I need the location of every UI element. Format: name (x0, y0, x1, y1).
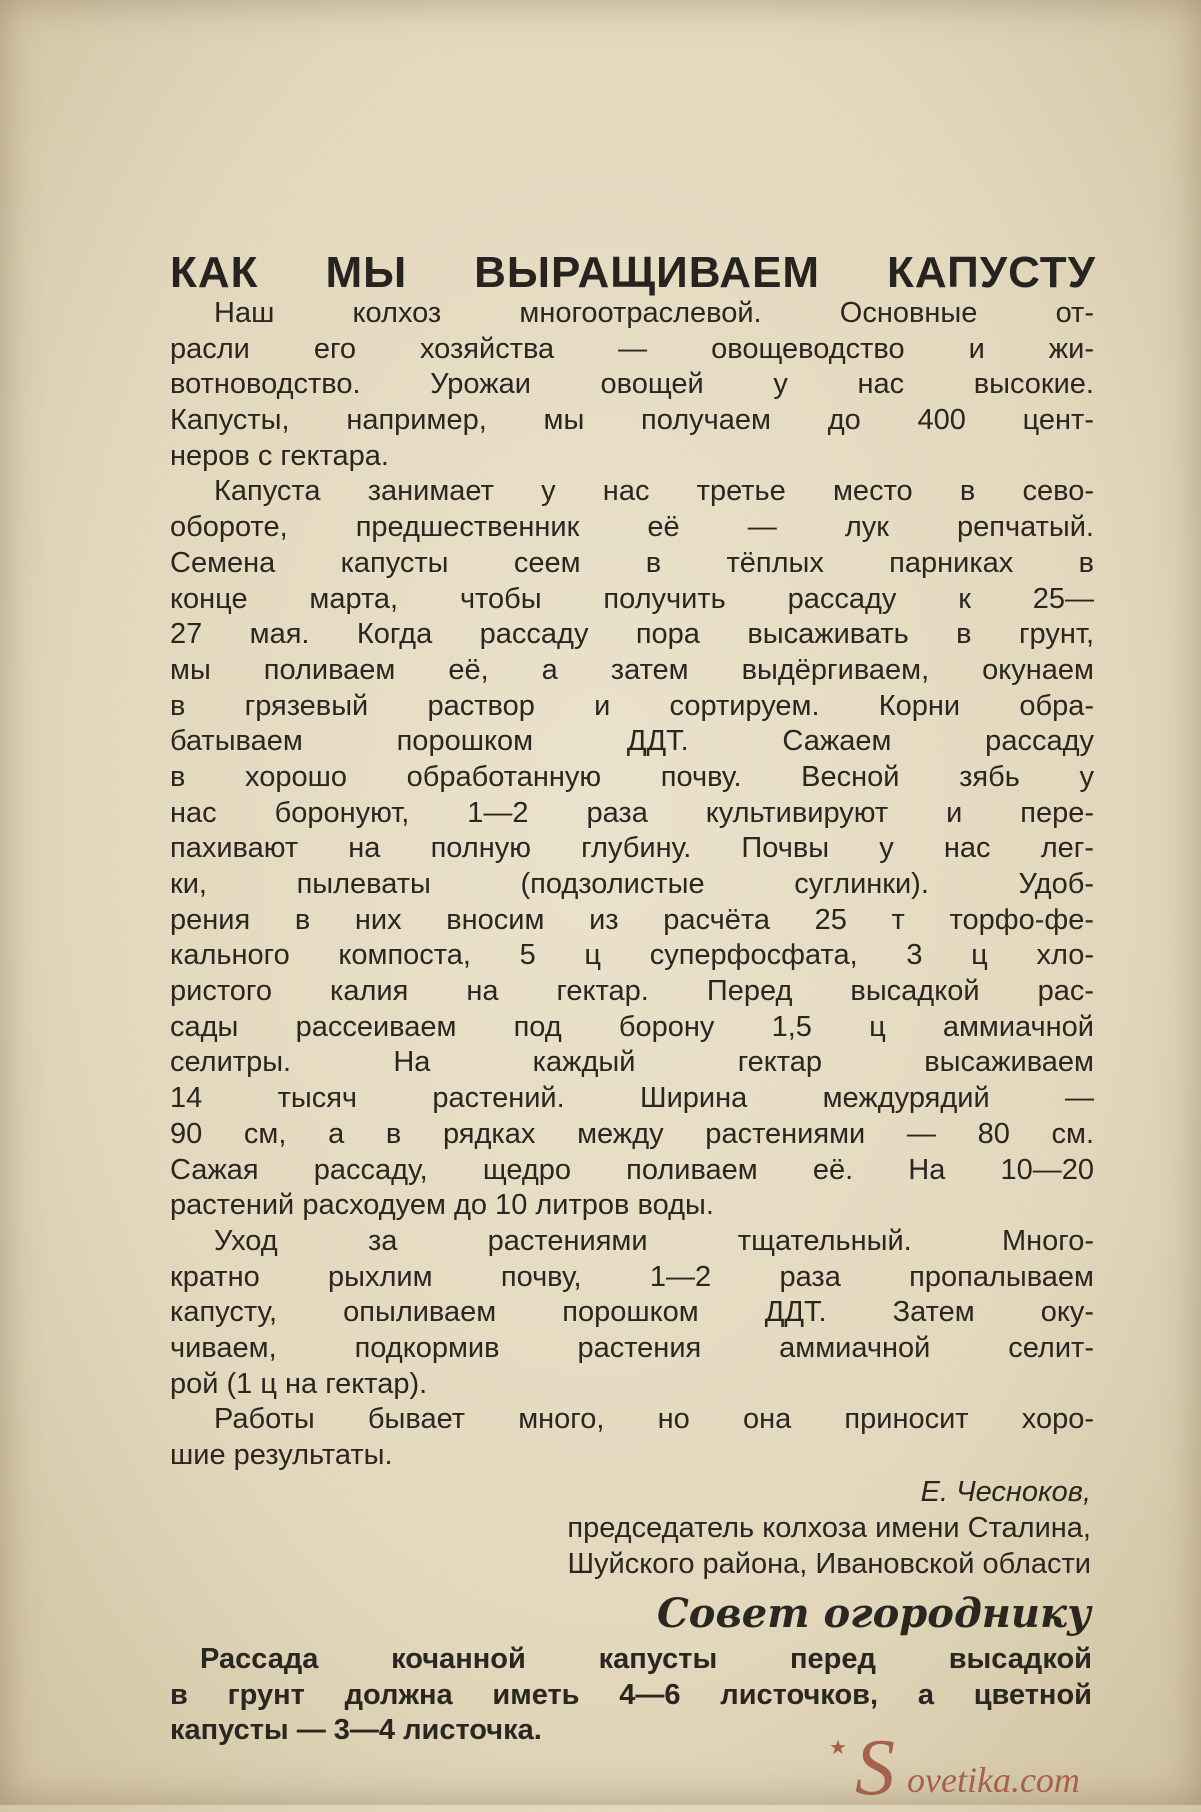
article-title: КАК МЫ ВЫРАЩИВАЕМ КАПУСТУ (170, 248, 1096, 297)
tip-line: капусты — 3—4 листочка. (170, 1714, 542, 1747)
article-line: расли его хозяйства — овощеводство и жи- (170, 332, 1094, 365)
article-line: рой (1 ц на гектар). (170, 1367, 428, 1400)
article-line: сады рассеиваем под борону 1,5 ц аммиачной (170, 1010, 1094, 1043)
article-line: 27 мая. Когда рассаду пора высаживать в грунт, (170, 618, 1094, 651)
article-line: Капуста занимает у нас третье место в сево- (214, 475, 1094, 508)
article-line: пахивают на полную глубину. Почвы у нас лег- (170, 832, 1094, 865)
article-line: селитры. На каждый гектар высаживаем (170, 1046, 1094, 1079)
star-icon: ★ (829, 1737, 847, 1759)
article-line: нас боронуют, 1—2 раза культивируют и пере- (170, 796, 1094, 829)
article-line: Уход за растениями тщательный. Много- (214, 1224, 1094, 1257)
article-line: Семена капусты сеем в тёплых парниках в (170, 546, 1094, 579)
article-line: 90 см, а в рядках между растениями — 80 см. (170, 1117, 1094, 1150)
tip-line: в грунт должна иметь 4—6 листочков, а цветной (170, 1678, 1092, 1711)
article-line: ристого калия на гектар. Перед высадкой рас- (170, 975, 1094, 1008)
author-name: Е. Чесноков, (920, 1476, 1091, 1508)
article-line: мы поливаем её, а затем выдёргиваем, окунаем (170, 653, 1094, 686)
article-line: Сажая рассаду, щедро поливаем её. На 10—20 (170, 1153, 1094, 1186)
article-line: вотноводство. Урожаи овощей у нас высокие. (170, 368, 1094, 401)
watermark-s: S (855, 1724, 895, 1812)
article-line: в хорошо обработанную почву. Весной зябь у (170, 760, 1094, 793)
article-line: обороте, предшественник её — лук репчатый. (170, 511, 1094, 544)
article-line: Наш колхоз многоотраслевой. Основные от- (214, 297, 1094, 329)
article-line: конце марта, чтобы получить рассаду к 25— (170, 582, 1094, 615)
article-line: кратно рыхлим почву, 1—2 раза пропалываем (170, 1260, 1094, 1293)
article-line: в грязевый раствор и сортируем. Корни обра- (170, 689, 1094, 722)
watermark-text: ovetika.com (907, 1760, 1080, 1800)
article-line: чиваем, подкормив растения аммиачной селит- (170, 1331, 1094, 1364)
author-location: Шуйского района, Ивановской области (567, 1548, 1091, 1580)
tip-body (170, 1642, 1092, 1749)
article-line: неров с гектара. (170, 439, 389, 472)
author-position: председатель колхоза имени Сталина, (567, 1512, 1091, 1544)
article-line: Капусты, например, мы получаем до 400 цент- (170, 404, 1094, 437)
article-line: ки, пылеваты (подзолистые суглинки). Удоб- (170, 868, 1094, 900)
article-line: Работы бывает много, но она приносит хоро- (214, 1403, 1094, 1436)
article-line: 14 тысяч растений. Ширина междурядий — (170, 1082, 1094, 1115)
article-line: кального компоста, 5 ц суперфосфата, 3 ц хло- (170, 939, 1094, 972)
tip-line: Рассада кочанной капусты перед высадкой (200, 1643, 1092, 1675)
article-line: растений расходуем до 10 литров воды. (170, 1189, 714, 1222)
article-line: шие результаты. (170, 1439, 393, 1471)
article-line: батываем порошком ДДТ. Сажаем рассаду (170, 725, 1094, 758)
article-body (170, 296, 1094, 1474)
article-line: капусту, опыливаем порошком ДДТ. Затем оку- (170, 1296, 1094, 1329)
tip-title: Совет огороднику (656, 1590, 1091, 1637)
article-line: рения в них вносим из расчёта 25 т торфо-фе- (170, 903, 1094, 936)
